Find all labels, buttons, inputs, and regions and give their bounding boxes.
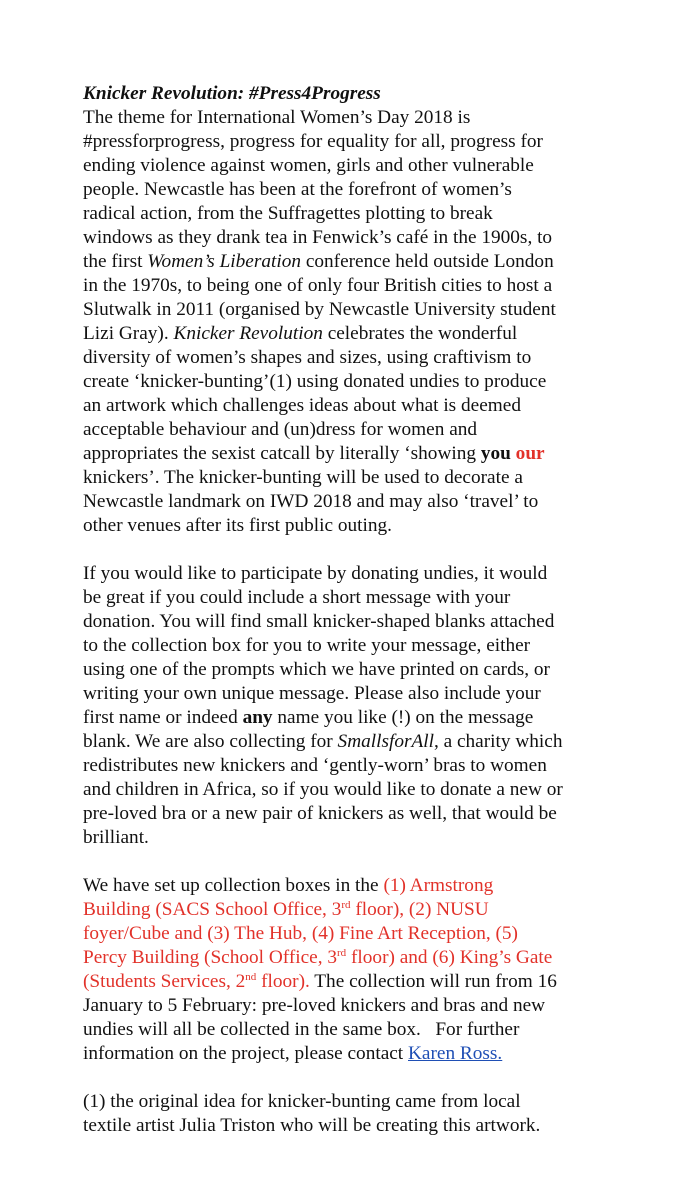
text-run: appropriates the sexist catcall by literally ‘showing (83, 443, 481, 464)
text-line: radical action, from the Suffragettes plotting to break (83, 203, 493, 224)
text-line: diversity of women’s shapes and sizes, using craftivism to (83, 347, 532, 368)
text-line (83, 730, 643, 754)
text-line: The theme for International Women’s Day 2018 is (83, 107, 471, 128)
text-line: using one of the prompts which we have printed on cards, or (83, 659, 550, 680)
text-run: name you like (!) on the message (272, 707, 534, 728)
text-run: conference held outside London (301, 251, 554, 272)
paragraph-donation (83, 562, 643, 850)
text-line (83, 322, 643, 346)
text-line (83, 250, 643, 274)
italic-phrase: SmallsforAll (337, 731, 434, 752)
text-line: other venues after its first public outing. (83, 515, 392, 536)
text-line: an artwork which challenges ideas about what is deemed (83, 395, 521, 416)
italic-phrase: Women’s Liberation (147, 251, 301, 272)
text-line (83, 970, 643, 994)
text-line: donation. You will find small knicker-shaped blanks attached (83, 611, 555, 632)
paragraph-intro (83, 106, 643, 538)
superscript: rd (337, 947, 347, 959)
text-line: people. Newcastle has been at the forefront of women’s (83, 179, 512, 200)
location-text: floor), (2) NUSU (350, 899, 489, 920)
footnote (83, 1090, 643, 1138)
text-line (83, 442, 643, 466)
text-line: #pressforprogress, progress for equality for all, progress for (83, 131, 543, 152)
bold-word-any: any (242, 707, 273, 728)
location-text: Percy Building (School Office, 3 (83, 947, 338, 968)
text-line: (1) the original idea for knicker-bunting came from local (83, 1091, 521, 1112)
document-title: Knicker Revolution: #Press4Progress (83, 83, 381, 104)
text-line (83, 706, 643, 730)
text-line: pre-loved bra or a new pair of knickers as well, that would be (83, 803, 557, 824)
text-run: the first (83, 251, 148, 272)
text-line: in the 1970s, to being one of only four British cities to host a (83, 275, 553, 296)
text-line: If you would like to participate by donating undies, it would (83, 563, 548, 584)
text-run: The collection will run from 16 (309, 971, 557, 992)
location-text: floor) and (6) King’s Gate (346, 947, 553, 968)
text-run: We have set up collection boxes in the (83, 875, 384, 896)
superscript: rd (341, 899, 351, 911)
text-line: windows as they drank tea in Fenwick’s café in the 1900s, to (83, 227, 553, 248)
bold-red-word-our: our (515, 443, 545, 464)
bold-word-you: you (480, 443, 511, 464)
superscript: nd (245, 971, 257, 983)
text-line: redistributes new knickers and ‘gently-worn’ bras to women (83, 755, 547, 776)
text-line (83, 898, 643, 922)
paragraph-spacer (83, 538, 643, 562)
location-text: (1) Armstrong (383, 875, 494, 896)
location-text: Building (SACS School Office, 3 (83, 899, 342, 920)
text-run: celebrates the wonderful (322, 323, 518, 344)
location-text: floor). (256, 971, 310, 992)
text-line (83, 874, 643, 898)
location-text: (Students Services, 2 (83, 971, 246, 992)
text-line: January to 5 February: pre-loved knickers and bras and new (83, 995, 546, 1016)
text-line (83, 1042, 643, 1066)
text-line: create ‘knicker-bunting’(1) using donated undies to produce (83, 371, 547, 392)
text-line: to the collection box for you to write your message, either (83, 635, 531, 656)
text-line: writing your own unique message. Please also include your (83, 683, 541, 704)
text-line: ending violence against women, girls and other vulnerable (83, 155, 534, 176)
text-run: , a charity which (433, 731, 563, 752)
text-run: Lizi Gray). (83, 323, 174, 344)
paragraph-collection-boxes (83, 874, 643, 1066)
text-line (83, 946, 643, 970)
text-run: first name or indeed (83, 707, 243, 728)
text-line: foyer/Cube and (3) The Hub, (4) Fine Art Reception, (5) (83, 923, 518, 944)
text-line: acceptable behaviour and (un)dress for women and (83, 419, 478, 440)
text-line: and children in Africa, so if you would like to donate a new or (83, 779, 563, 800)
text-line: be great if you could include a short message with your (83, 587, 511, 608)
document-body (83, 82, 643, 1138)
text-line: undies will all be collected in the same box. For further (83, 1019, 520, 1040)
text-line: textile artist Julia Triston who will be creating this artwork. (83, 1115, 541, 1136)
text-line: knickers’. The knicker-bunting will be used to decorate a (83, 467, 523, 488)
text-run: blank. We are also collecting for (83, 731, 338, 752)
text-line: Slutwalk in 2011 (organised by Newcastle University student (83, 299, 556, 320)
text-line: brilliant. (83, 827, 149, 848)
contact-link-karen-ross[interactable]: Karen Ross. (408, 1043, 503, 1064)
text-line: Newcastle landmark on IWD 2018 and may also ‘travel’ to (83, 491, 539, 512)
italic-phrase: Knicker Revolution (173, 323, 323, 344)
paragraph-spacer (83, 850, 643, 874)
text-run: information on the project, please contact (83, 1043, 408, 1064)
paragraph-spacer (83, 1066, 643, 1090)
